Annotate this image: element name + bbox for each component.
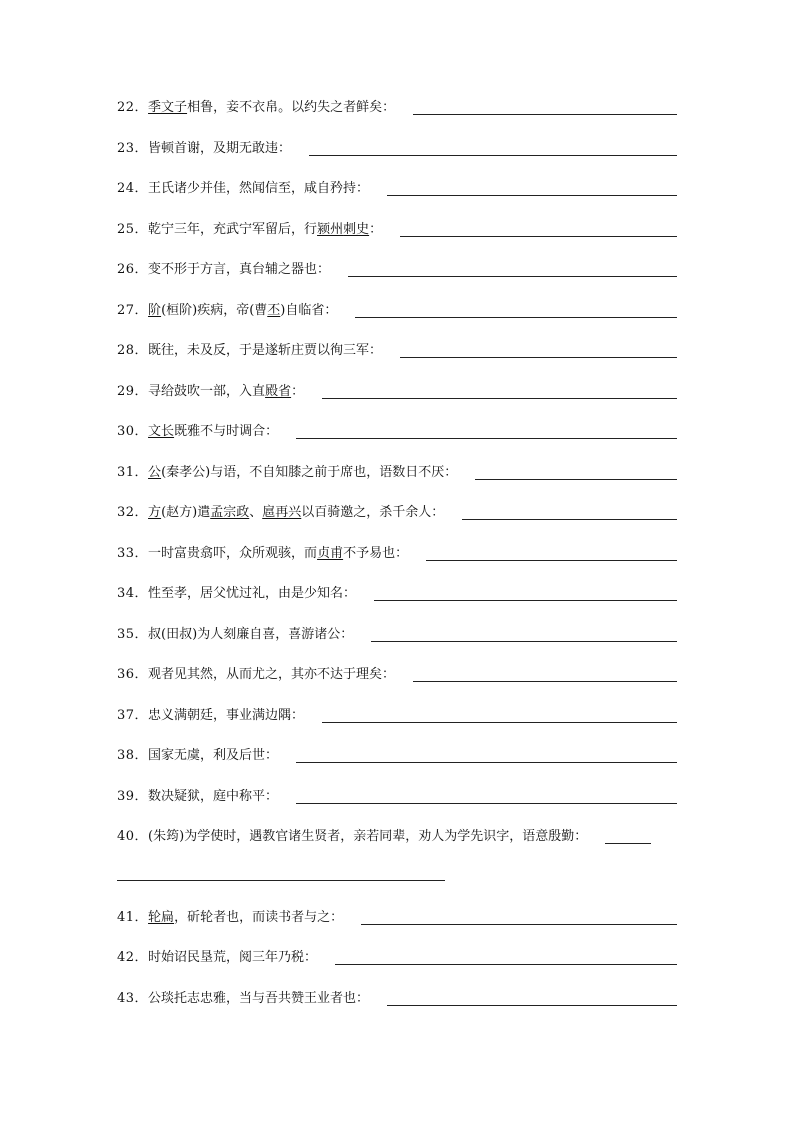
question-text: [148, 991, 369, 1007]
question-text: [148, 384, 304, 400]
text-segment: 国家无虞，利及后世：: [148, 748, 279, 763]
question-number: 41．: [117, 910, 149, 925]
text-segment: (朱筠)为学使时，遇教官诸生贤者，亲若同辈，劝人为学先识字，语意殷勤：: [148, 829, 588, 844]
question-row: [117, 418, 677, 440]
answer-blank[interactable]: [348, 262, 677, 277]
question-text: [148, 748, 278, 764]
question-number: 31．: [117, 465, 149, 480]
question-row: [117, 985, 677, 1007]
question-text: [148, 141, 291, 157]
underlined-term: 殿省: [265, 384, 292, 399]
text-segment: 数决疑狱，庭中称平：: [148, 789, 279, 804]
text-segment: (桓阶)疾病，帝(曹: [161, 303, 268, 318]
answer-blank[interactable]: [387, 181, 677, 196]
text-segment: 观者见其然，从而尤之，其亦不达于理矣：: [148, 667, 396, 682]
text-segment: 、: [249, 505, 263, 520]
question-number: 39．: [117, 789, 149, 804]
question-text: [148, 303, 337, 319]
question-number: 37．: [117, 708, 149, 723]
text-segment: 叔(田叔)为人刻廉自喜，喜游诸公：: [148, 627, 354, 642]
question-row: [117, 702, 677, 724]
question-row: [117, 297, 677, 319]
text-segment: 王氏诸少并佳，然闻信至，咸自矜持：: [148, 181, 370, 196]
answer-blank[interactable]: [309, 141, 677, 156]
underlined-term: 阶: [148, 303, 162, 318]
question-row: [117, 580, 677, 602]
question-row: [117, 499, 677, 521]
question-text: [148, 910, 343, 926]
text-segment: 寻给鼓吹一部，入直: [148, 384, 266, 399]
question-number: 25．: [117, 222, 149, 237]
underlined-term: 丕: [267, 303, 281, 318]
question-text: [148, 100, 395, 116]
text-segment: )自临省：: [280, 303, 338, 318]
answer-blank[interactable]: [605, 829, 651, 844]
question-text: [148, 546, 408, 562]
question-number: 42．: [117, 950, 149, 965]
text-segment: 相鲁，妾不衣帛。以约失之者鲜矣：: [187, 100, 396, 115]
text-segment: 时始诏民垦荒，阅三年乃税：: [148, 950, 318, 965]
answer-blank[interactable]: [400, 222, 677, 237]
answer-blank[interactable]: [462, 505, 677, 520]
underlined-term: 公: [148, 465, 162, 480]
question-row: [117, 823, 677, 845]
text-segment: (赵方)遣: [161, 505, 211, 520]
question-row: [117, 459, 677, 481]
question-row: [117, 944, 677, 966]
question-row: [117, 904, 677, 926]
text-segment: 皆顿首谢，及期无敢违：: [148, 141, 292, 156]
answer-blank[interactable]: [400, 343, 677, 358]
question-text: [148, 627, 353, 643]
question-row: [117, 661, 677, 683]
question-number: 32．: [117, 505, 149, 520]
text-segment: 变不形于方言，真台辅之器也：: [148, 262, 331, 277]
text-segment: 既雅不与时调合：: [174, 424, 279, 439]
question-text: [148, 829, 587, 845]
answer-blank[interactable]: [426, 546, 677, 561]
question-row: [117, 337, 677, 359]
question-number: 38．: [117, 748, 149, 763]
underlined-term: 颍州: [317, 222, 344, 237]
question-text: [148, 586, 356, 602]
question-number: 28．: [117, 343, 149, 358]
question-row: [117, 94, 677, 116]
text-segment: 忠义满朝廷，事业满边隅：: [148, 708, 305, 723]
question-text: [148, 950, 317, 966]
question-number: 23．: [117, 141, 149, 156]
question-number: 29．: [117, 384, 149, 399]
text-segment: 公琰托志忠雅，当与吾共赞王业者也：: [148, 991, 370, 1006]
question-text: [148, 262, 330, 278]
question-text: [148, 222, 382, 238]
question-row: [117, 621, 677, 643]
underlined-term: 文长: [148, 424, 175, 439]
question-number: 33．: [117, 546, 149, 561]
underlined-term: 孟宗政: [210, 505, 250, 520]
underlined-term: 方: [148, 505, 162, 520]
answer-blank[interactable]: [374, 586, 677, 601]
answer-blank[interactable]: [322, 708, 677, 723]
underlined-term: 季文子: [148, 100, 188, 115]
answer-blank[interactable]: [371, 627, 677, 642]
text-segment: 以百骑邀之，杀千余人：: [301, 505, 445, 520]
underlined-term: 刺史: [343, 222, 370, 237]
answer-blank[interactable]: [387, 991, 677, 1006]
answer-blank[interactable]: [413, 667, 677, 682]
question-text: [148, 667, 395, 683]
question-row: [117, 135, 677, 157]
text-segment: 一时富贵翕吓，众所观骇，而: [148, 546, 318, 561]
question-number: 30．: [117, 424, 149, 439]
question-row: [117, 540, 677, 562]
question-number: 27．: [117, 303, 149, 318]
answer-blank[interactable]: [413, 100, 677, 115]
question-number: 22．: [117, 100, 149, 115]
question-number: 24．: [117, 181, 149, 196]
text-segment: ：: [369, 222, 383, 237]
question-number: 34．: [117, 586, 149, 601]
question-number: 40．: [117, 829, 149, 844]
text-segment: ：: [291, 384, 305, 399]
text-segment: ，斫轮者也，而读书者与之：: [174, 910, 344, 925]
answer-blank[interactable]: [355, 303, 677, 318]
text-segment: 不予易也：: [343, 546, 409, 561]
question-row: [117, 378, 677, 400]
question-row: [117, 175, 677, 197]
answer-blank[interactable]: [475, 465, 677, 480]
answer-blank[interactable]: [322, 384, 677, 399]
question-row: [117, 256, 677, 278]
text-segment: 既往，未及反，于是遂斩庄贾以徇三军：: [148, 343, 383, 358]
question-text: [148, 424, 278, 440]
answer-blank[interactable]: [361, 910, 677, 925]
underlined-term: 轮扁: [148, 910, 175, 925]
question-number: 26．: [117, 262, 149, 277]
answer-blank[interactable]: [296, 748, 677, 763]
question-row: [117, 742, 677, 764]
answer-blank[interactable]: [335, 950, 677, 965]
question-text: [148, 181, 369, 197]
question-row: [117, 216, 677, 238]
question-text: [148, 708, 304, 724]
answer-blank-continuation[interactable]: [117, 880, 445, 881]
question-text: [148, 789, 278, 805]
answer-blank[interactable]: [296, 789, 677, 804]
question-row: [117, 783, 677, 805]
question-number: 36．: [117, 667, 149, 682]
underlined-term: 贞甫: [317, 546, 344, 561]
question-number: 43．: [117, 991, 149, 1006]
underlined-term: 扈再兴: [262, 505, 302, 520]
text-segment: (秦孝公)与语，不自知膝之前于席也，语数日不厌：: [161, 465, 458, 480]
answer-blank[interactable]: [296, 424, 677, 439]
text-segment: 乾宁三年，充武宁军留后，行: [148, 222, 318, 237]
question-text: [148, 465, 457, 481]
question-text: [148, 343, 382, 359]
question-number: 35．: [117, 627, 149, 642]
text-segment: 性至孝，居父忧过礼，由是少知名：: [148, 586, 357, 601]
question-text: [148, 505, 444, 521]
